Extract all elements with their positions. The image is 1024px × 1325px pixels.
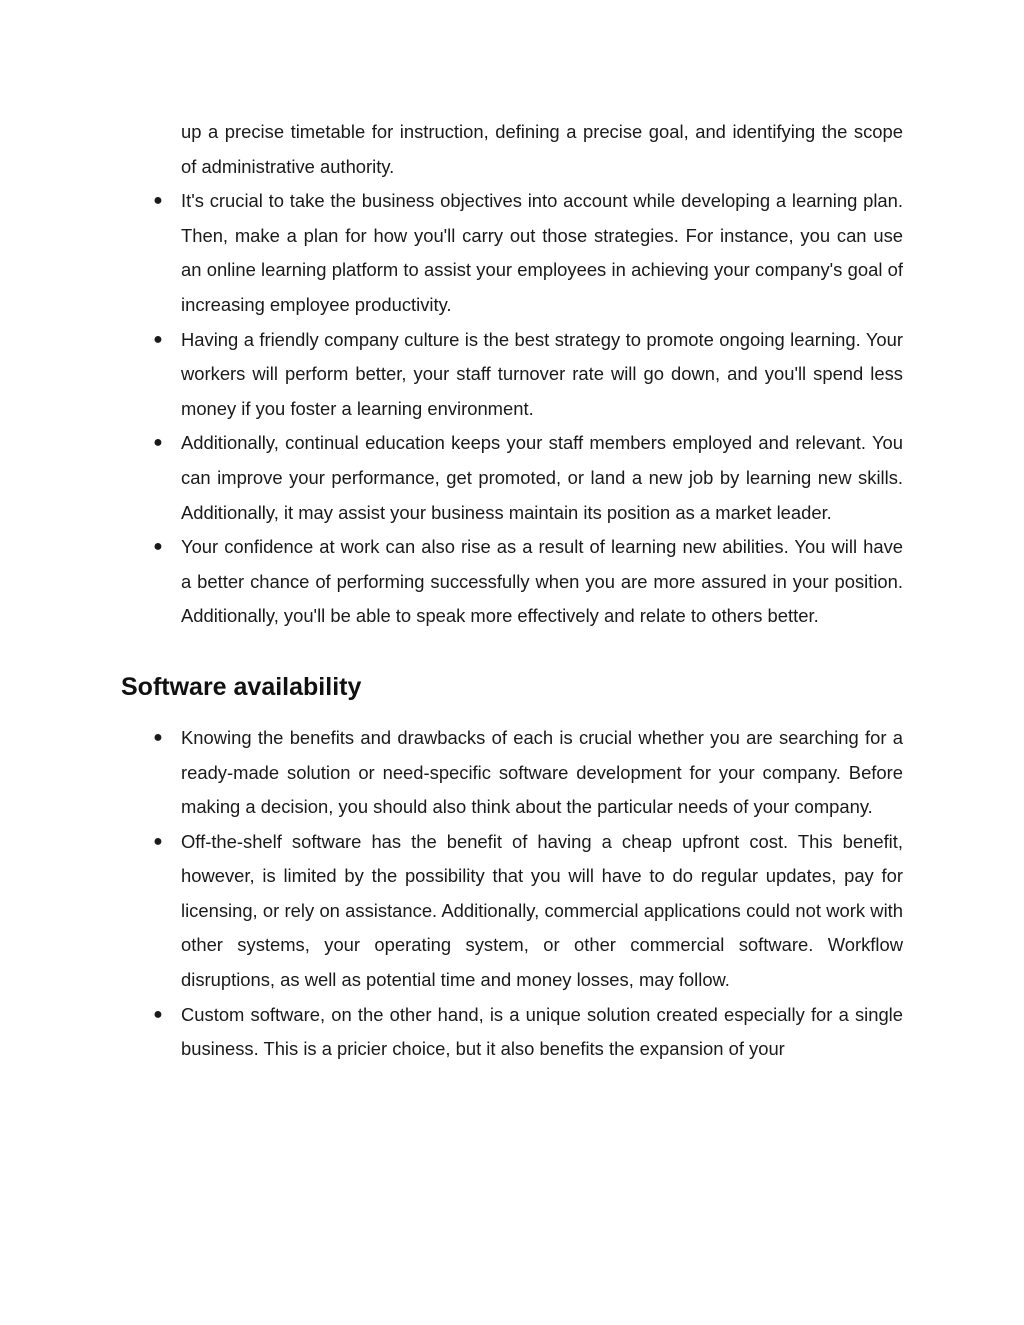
page-content: [121, 115, 903, 1067]
list-item: [121, 530, 903, 634]
list-item-text: Knowing the benefits and drawbacks of each is crucial whether you are searching for a ready-made solution or need-specific software development for your company. Before making a decision, you should also think about the particular needs of your company.: [181, 726, 903, 818]
bullet-list-software: [121, 721, 903, 1067]
list-item-text: It's crucial to take the business objectives into account while developing a learning plan. Then, make a plan for how you'll carry out those strategies. For instance, you can use an online learning platform to assist your employees in achieving your company's goal of increasing employee productivity.: [181, 190, 903, 315]
list-item: [121, 323, 903, 427]
bullet-icon: ●: [153, 832, 163, 850]
section-heading: Software availability: [121, 672, 362, 701]
list-item: [121, 825, 903, 998]
bullet-icon: ●: [153, 538, 163, 556]
bullet-icon: ●: [153, 192, 163, 210]
list-item-text: Additionally, continual education keeps your staff members employed and relevant. You can improve your performance, get promoted, or land a new job by learning new skills. Additionally, it may assist your business maintain its position as a market leader.: [181, 432, 903, 523]
list-item-text: Off-the-shelf software has the benefit of having a cheap upfront cost. This benefit, however, is limited by the possibility that you will have to do regular updates, pay for licensing, or rely on assistance. Additionally, commercial applications could not work with other systems, your operating system, or other commercial software. Workflow disruptions, as well as potential time and money losses, may follow.: [181, 830, 903, 991]
bullet-icon: ●: [153, 434, 163, 452]
list-item: [121, 721, 903, 825]
list-item: [121, 426, 903, 530]
list-item-text: Having a friendly company culture is the best strategy to promote ongoing learning. Your workers will perform better, your staff turnover rate will go down, and you'll spend less money if you foster a learning environment.: [181, 328, 903, 419]
bullet-icon: ●: [153, 728, 163, 746]
bullet-icon: ●: [153, 330, 163, 348]
list-item-text: Custom software, on the other hand, is a unique solution created especially for a single business. This is a pricier choice, but it also benefits the expansion of your: [181, 1003, 903, 1060]
bullet-icon: ●: [153, 1005, 163, 1023]
bullet-list-learning: [121, 184, 903, 634]
list-item: [121, 998, 903, 1067]
list-item-text: Your confidence at work can also rise as a result of learning new abilities. You will have a better chance of performing successfully when you are more assured in your position. Additionally, you'll be able to speak more effectively and relate to others better.: [181, 536, 903, 627]
list-item: [121, 184, 903, 322]
continued-paragraph: up a precise timetable for instruction, defining a precise goal, and identifying the scope of administrative authority.: [181, 121, 903, 177]
